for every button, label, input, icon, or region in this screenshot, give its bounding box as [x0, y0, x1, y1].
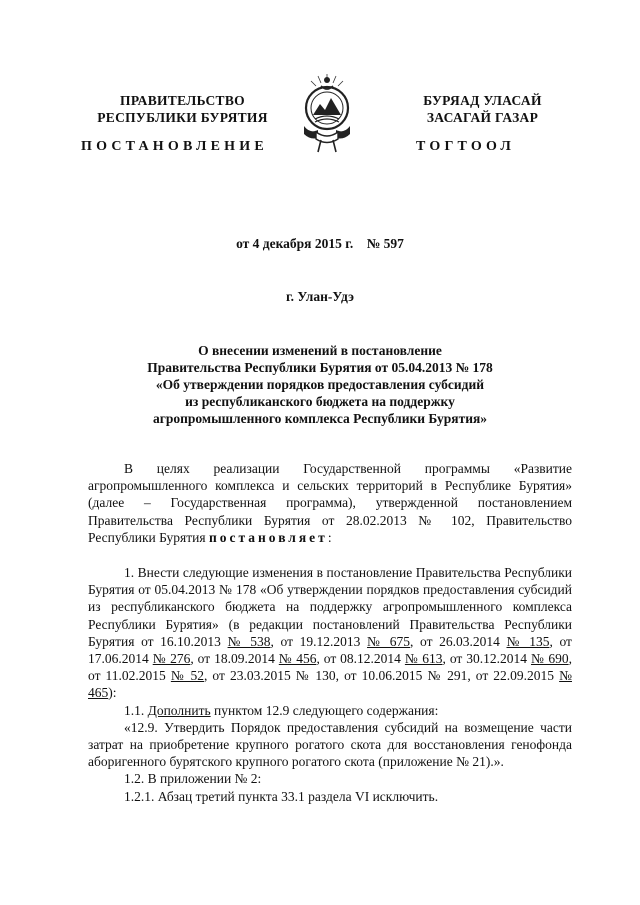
title-line3: «Об утверждении порядков предоставления субсидий	[155, 377, 485, 392]
item-12-9-paragraph: «12.9. Утвердить Порядок предоставления субсидий на возмещение части затрат на приобретение крупного рогатого скота для восстановления генофонда аборигенного бурятского крупного рогатого скота (приложение № 21).».	[88, 719, 572, 770]
ref-465-link[interactable]: № 465	[88, 668, 572, 701]
ref-613-link[interactable]: № 613	[404, 651, 443, 667]
resolves-word: постановляет	[208, 529, 328, 545]
preamble	[88, 460, 572, 546]
title-line1: О внесении изменений в постановление	[198, 343, 442, 358]
title-line2: Правительства Республики Бурятия от 05.04.2013 № 178	[147, 360, 493, 375]
add-link[interactable]: Дополнить	[147, 702, 211, 718]
preamble-text: В целях реализации Государственной программы «Развитие агропромышленного комплекса и сельских территорий в Республике Бурятия» (далее – Государственная программа), утвержденной постановлением Правительства Республики Бурятия от 28.02.2013 № 102, Правительство Республики Бурятия	[88, 461, 572, 545]
title-line5: агропромышленного комплекса Республики Бурятия»	[152, 411, 488, 426]
ref-675-link[interactable]: № 675	[367, 633, 411, 649]
preamble-end: :	[327, 529, 332, 545]
header-left	[80, 92, 285, 126]
ref-sep: , от 17.06.2014	[88, 633, 572, 667]
item-1-paragraph	[88, 564, 572, 702]
government-name-line1: ПРАВИТЕЛЬСТВО	[120, 93, 245, 108]
document-title	[60, 342, 580, 427]
ref-sep: , от 30.12.2014	[442, 651, 531, 667]
doc-type-bua: ТОГТООЛ	[416, 139, 516, 154]
resolution-body	[88, 564, 572, 805]
header-right	[400, 92, 565, 126]
ref-135-link[interactable]: № 135	[506, 633, 550, 649]
government-name-bua-line2: ЗАСАГАЙ ГАЗАР	[426, 110, 539, 125]
ref-sep: , от 11.02.2015	[88, 651, 573, 684]
ref-sep: , от 08.12.2014	[316, 651, 405, 667]
ref-sep: , от 19.12.2013	[270, 633, 368, 649]
ref-sep: ):	[108, 685, 117, 701]
ref-276-link[interactable]: № 276	[152, 651, 191, 667]
preamble-paragraph	[88, 460, 572, 546]
coat-of-arms-icon	[298, 68, 356, 154]
title-line4: из республиканского бюджета на поддержку	[185, 394, 455, 409]
ref-52-link[interactable]: № 52	[170, 668, 204, 684]
item-1-intro: 1. Внести следующие изменения в постановление Правительства Республики Бурятия от 05.04.2013 № 178 «Об утверждении порядков предоставления субсидий из республиканского бюджета на поддержку агропромышленного комплекса Республики Бурятия» (в редакции постановлений Правительства Республики Бурятия от 16.10.2013	[88, 565, 572, 649]
city: г. Улан-Удэ	[286, 289, 354, 304]
item-1-2-1-paragraph: 1.2.1. Абзац третий пункта 33.1 раздела VI исключить.	[124, 788, 439, 804]
item-1-2-paragraph: 1.2. В приложении № 2:	[124, 771, 262, 787]
ref-538-link[interactable]: № 538	[227, 633, 271, 649]
item-1-1-number: 1.1.	[124, 702, 148, 718]
item-1-1-paragraph	[88, 702, 572, 719]
government-name-line2: РЕСПУБЛИКИ БУРЯТИЯ	[97, 110, 268, 125]
government-name-bua-line1: БУРЯАД УЛАСАЙ	[423, 93, 542, 108]
doc-type-ru: ПОСТАНОВЛЕНИЕ	[81, 139, 268, 154]
ref-sep: , от 23.03.2015 № 130, от 10.06.2015 № 291, от 22.09.2015	[204, 668, 560, 684]
ref-sep: , от 18.09.2014	[190, 651, 279, 667]
ref-690-link[interactable]: № 690	[530, 651, 569, 667]
item-1-1-text: пунктом 12.9 следующего содержания:	[210, 702, 439, 718]
ref-sep: , от 26.03.2014	[410, 633, 507, 649]
ref-456-link[interactable]: № 456	[278, 651, 317, 667]
date-number: от 4 декабря 2015 г. № 597	[236, 236, 404, 251]
